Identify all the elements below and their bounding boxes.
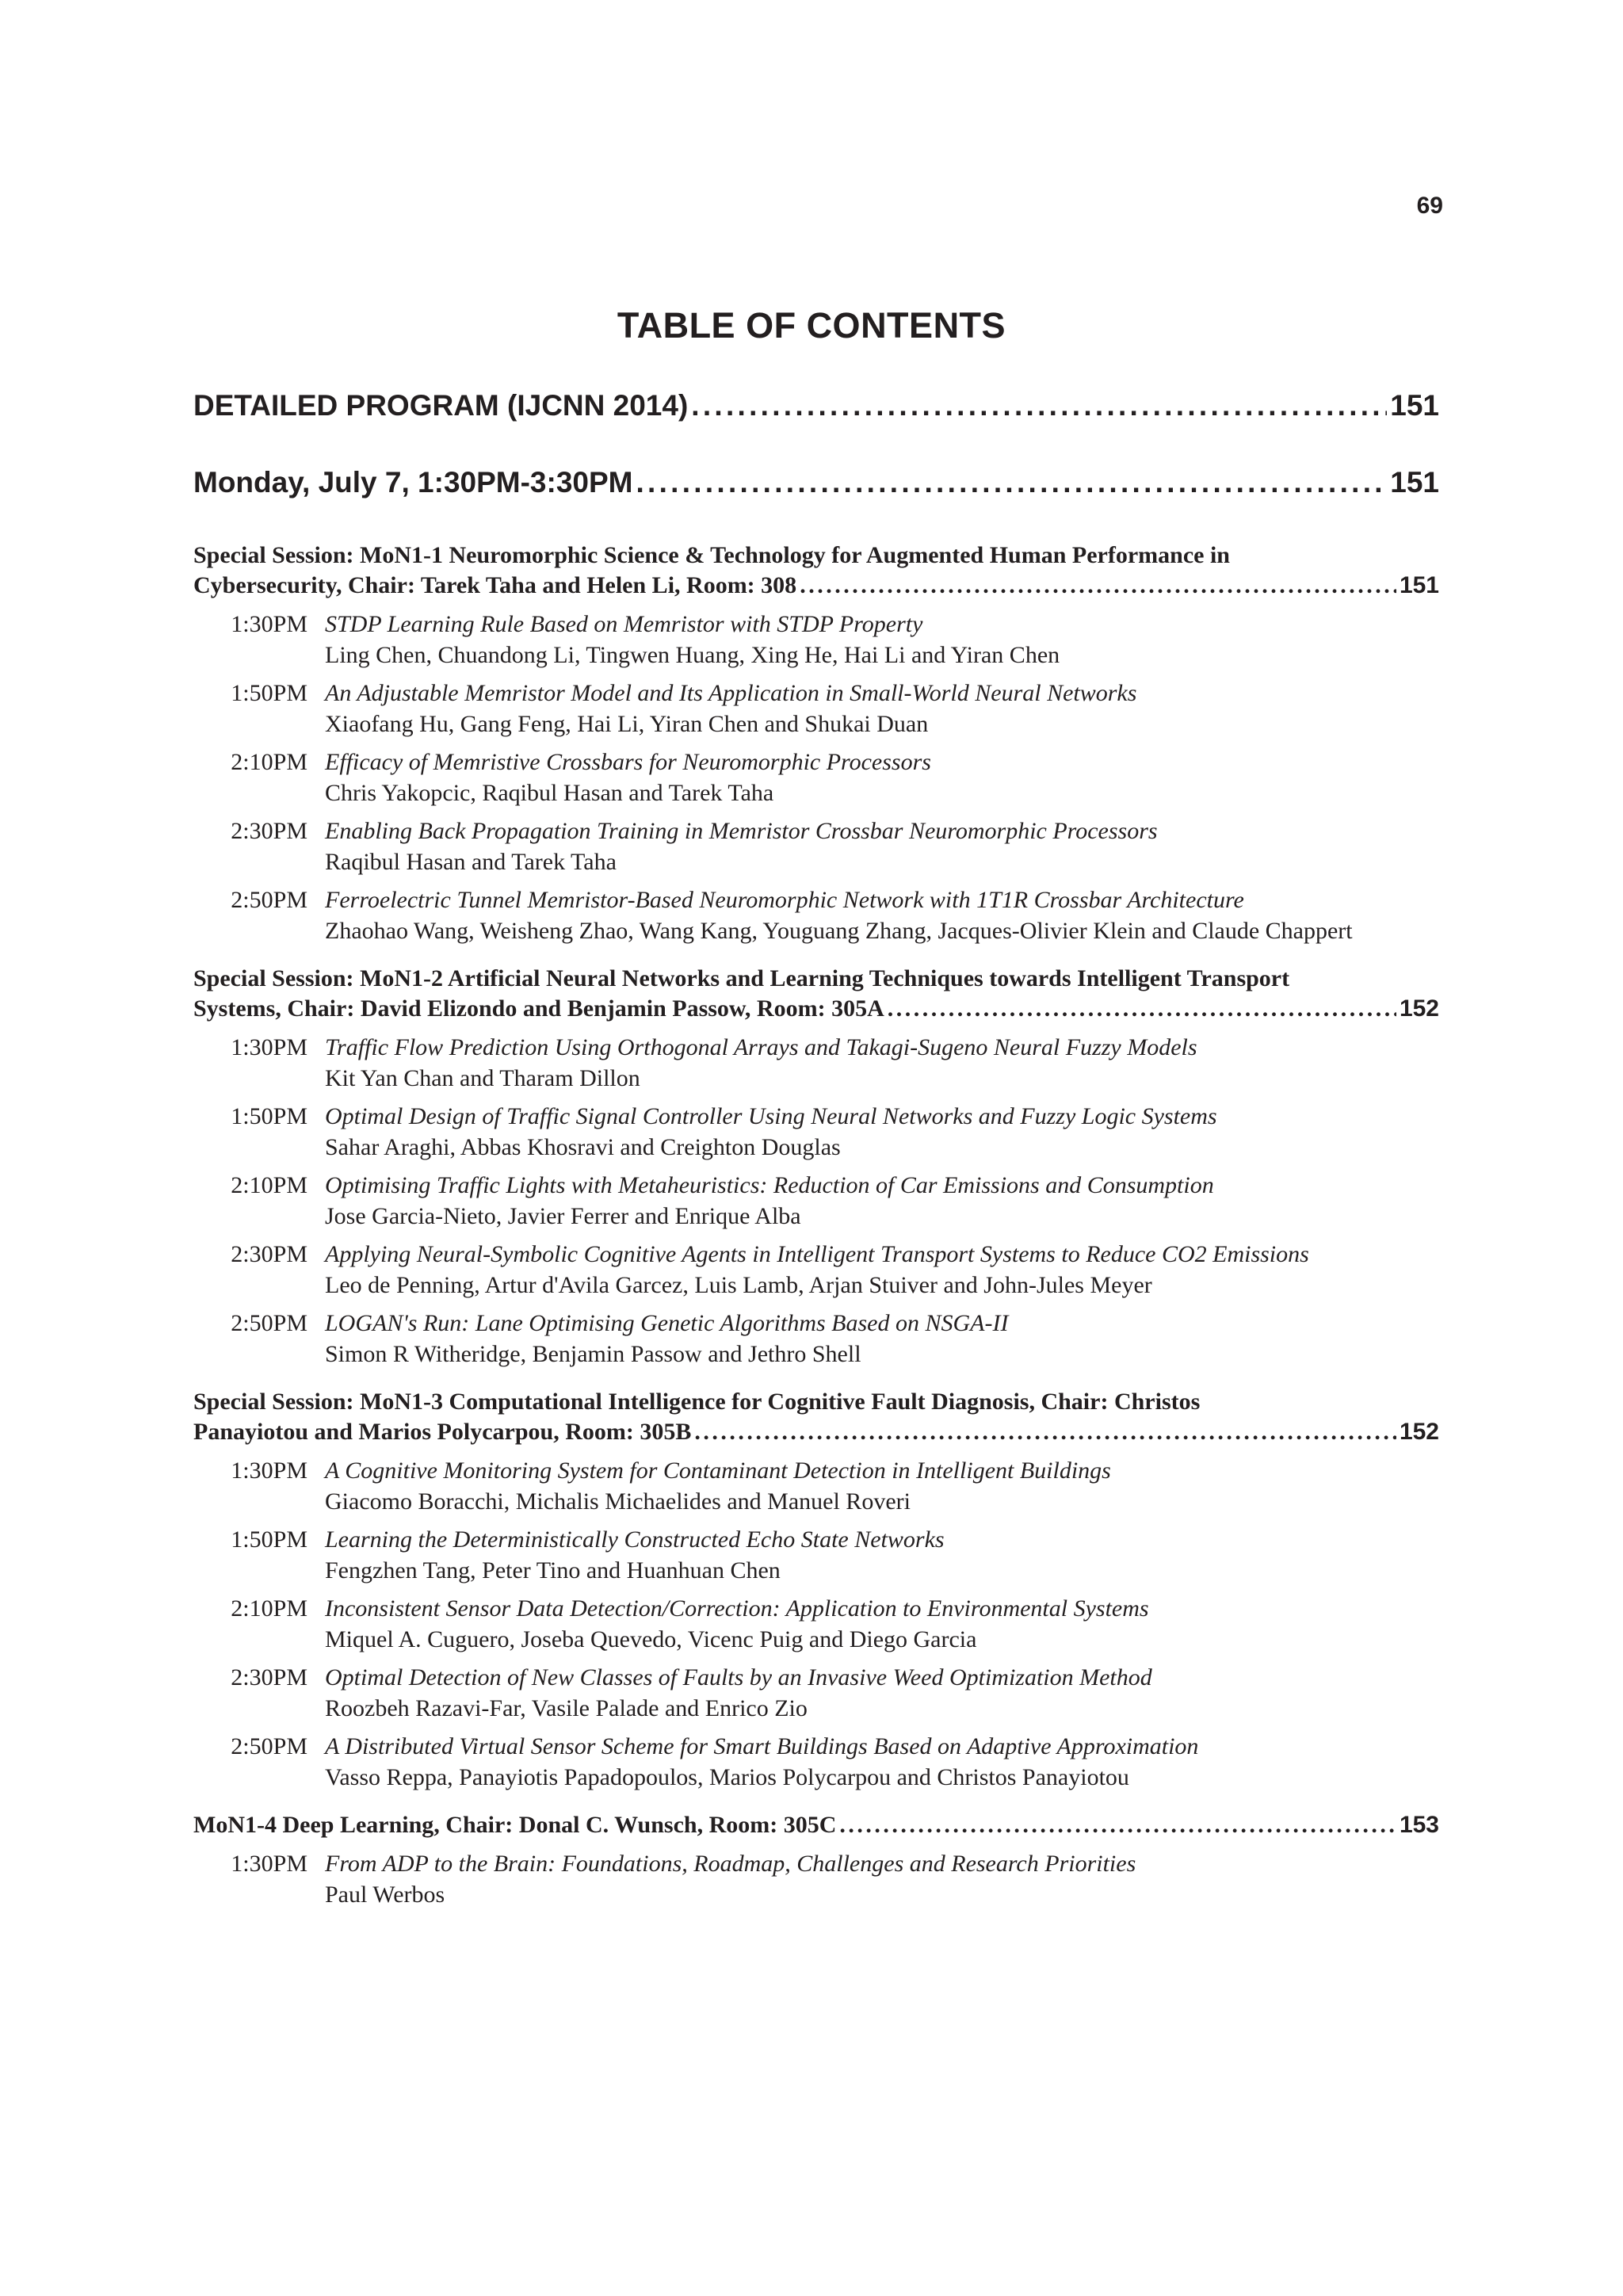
heading-text: DETAILED PROGRAM (IJCNN 2014) bbox=[193, 389, 689, 422]
paper-entry[interactable] bbox=[193, 1101, 1439, 1163]
paper-body bbox=[325, 747, 1439, 808]
paper-time: 2:10PM bbox=[231, 1172, 307, 1198]
paper-time: 2:50PM bbox=[231, 1310, 307, 1336]
heading-page: 151 bbox=[1390, 389, 1439, 422]
paper-entry[interactable] bbox=[193, 1170, 1439, 1232]
toc-content bbox=[193, 387, 1439, 1927]
session-heading[interactable] bbox=[193, 1810, 1439, 1840]
session-list bbox=[193, 541, 1439, 1910]
paper-entry[interactable] bbox=[193, 816, 1439, 877]
paper-title: Efficacy of Memristive Crossbars for Neuromorphic Processors bbox=[325, 749, 931, 775]
dot-leader bbox=[800, 571, 1396, 601]
toc-heading-monday[interactable] bbox=[193, 464, 1439, 502]
session-heading-text: Panayiotou and Marios Polycarpou, Room: 305B bbox=[193, 1419, 692, 1445]
paper-title: STDP Learning Rule Based on Memristor with STDP Property bbox=[325, 611, 923, 637]
paper-time: 1:50PM bbox=[231, 680, 307, 706]
paper-body bbox=[325, 1593, 1439, 1655]
paper-authors: Leo de Penning, Artur d'Avila Garcez, Luis Lamb, Arjan Stuiver and John-Jules Meyer bbox=[325, 1272, 1152, 1298]
paper-authors: Jose Garcia-Nieto, Javier Ferrer and Enrique Alba bbox=[325, 1203, 801, 1229]
paper-entry[interactable] bbox=[193, 1731, 1439, 1793]
paper-title: Applying Neural-Symbolic Cognitive Agents in Intelligent Transport Systems to Reduce CO2 Emissions bbox=[325, 1241, 1309, 1267]
paper-time: 1:30PM bbox=[231, 1851, 307, 1877]
paper-list bbox=[193, 1455, 1439, 1793]
session-entry bbox=[193, 964, 1439, 1370]
paper-title: Ferroelectric Tunnel Memristor-Based Neuromorphic Network with 1T1R Crossbar Architecture bbox=[325, 887, 1244, 913]
dot-leader bbox=[694, 1417, 1396, 1447]
paper-authors: Sahar Araghi, Abbas Khosravi and Creighton Douglas bbox=[325, 1134, 841, 1160]
paper-authors: Fengzhen Tang, Peter Tino and Huanhuan Chen bbox=[325, 1557, 781, 1584]
paper-time: 2:50PM bbox=[231, 887, 307, 913]
session-heading-text: Systems, Chair: David Elizondo and Benjamin Passow, Room: 305A bbox=[193, 995, 884, 1022]
paper-entry[interactable] bbox=[193, 747, 1439, 808]
paper-authors: Miquel A. Cuguero, Joseba Quevedo, Vicenc Puig and Diego Garcia bbox=[325, 1626, 977, 1652]
paper-body bbox=[325, 678, 1439, 739]
paper-authors: Chris Yakopcic, Raqibul Hasan and Tarek Taha bbox=[325, 780, 774, 806]
paper-list bbox=[193, 1032, 1439, 1370]
paper-list bbox=[193, 1848, 1439, 1910]
paper-body bbox=[325, 884, 1439, 946]
paper-entry[interactable] bbox=[193, 1239, 1439, 1301]
paper-body bbox=[325, 1848, 1439, 1910]
toc-title: TABLE OF CONTENTS bbox=[617, 305, 1006, 346]
paper-entry[interactable] bbox=[193, 1848, 1439, 1910]
paper-body bbox=[325, 816, 1439, 877]
paper-body bbox=[325, 1308, 1439, 1370]
paper-title: LOGAN's Run: Lane Optimising Genetic Algorithms Based on NSGA-II bbox=[325, 1310, 1009, 1336]
session-page: 152 bbox=[1399, 1419, 1439, 1445]
paper-title: Optimal Detection of New Classes of Faults by an Invasive Weed Optimization Method bbox=[325, 1664, 1152, 1690]
session-heading-line2 bbox=[193, 571, 1439, 601]
session-heading[interactable] bbox=[193, 964, 1439, 1024]
session-entry bbox=[193, 1810, 1439, 1910]
paper-authors: Simon R Witheridge, Benjamin Passow and Jethro Shell bbox=[325, 1341, 861, 1367]
paper-time: 1:50PM bbox=[231, 1526, 307, 1553]
paper-entry[interactable] bbox=[193, 678, 1439, 739]
heading-page: 151 bbox=[1390, 466, 1439, 499]
paper-time: 1:30PM bbox=[231, 1034, 307, 1060]
dot-leader bbox=[636, 464, 1387, 502]
paper-entry[interactable] bbox=[193, 1662, 1439, 1724]
paper-body bbox=[325, 1032, 1439, 1094]
session-entry bbox=[193, 1387, 1439, 1793]
paper-title: A Cognitive Monitoring System for Contaminant Detection in Intelligent Buildings bbox=[325, 1457, 1111, 1484]
paper-entry[interactable] bbox=[193, 884, 1439, 946]
paper-authors: Ling Chen, Chuandong Li, Tingwen Huang, Xing He, Hai Li and Yiran Chen bbox=[325, 642, 1060, 668]
paper-time: 2:30PM bbox=[231, 1664, 307, 1690]
session-heading-line1: Special Session: MoN1-2 Artificial Neural Networks and Learning Techniques towards Intelligent Transport bbox=[193, 965, 1290, 991]
session-heading-line2 bbox=[193, 994, 1439, 1024]
paper-authors: Kit Yan Chan and Tharam Dillon bbox=[325, 1065, 640, 1091]
paper-time: 1:30PM bbox=[231, 611, 307, 637]
paper-body bbox=[325, 1170, 1439, 1232]
paper-entry[interactable] bbox=[193, 1524, 1439, 1586]
paper-title: Inconsistent Sensor Data Detection/Correction: Application to Environmental Systems bbox=[325, 1595, 1149, 1622]
paper-title: From ADP to the Brain: Foundations, Roadmap, Challenges and Research Priorities bbox=[325, 1851, 1136, 1877]
paper-body bbox=[325, 1239, 1439, 1301]
toc-heading-detailed-program[interactable] bbox=[193, 387, 1439, 425]
paper-entry[interactable] bbox=[193, 1455, 1439, 1517]
paper-title: An Adjustable Memristor Model and Its Application in Small-World Neural Networks bbox=[325, 680, 1137, 706]
dot-leader bbox=[691, 387, 1387, 425]
paper-entry[interactable] bbox=[193, 1032, 1439, 1094]
paper-title: Optimal Design of Traffic Signal Controller Using Neural Networks and Fuzzy Logic Systems bbox=[325, 1103, 1217, 1129]
paper-time: 1:50PM bbox=[231, 1103, 307, 1129]
session-heading-line2 bbox=[193, 1810, 1439, 1840]
dot-leader bbox=[839, 1810, 1396, 1840]
session-page: 151 bbox=[1399, 572, 1439, 598]
heading-text: Monday, July 7, 1:30PM-3:30PM bbox=[193, 466, 633, 499]
page-number: 69 bbox=[1416, 193, 1443, 219]
paper-body bbox=[325, 1101, 1439, 1163]
paper-body bbox=[325, 1524, 1439, 1586]
paper-title: Traffic Flow Prediction Using Orthogonal Arrays and Takagi-Sugeno Neural Fuzzy Models bbox=[325, 1034, 1197, 1060]
session-heading-text: Cybersecurity, Chair: Tarek Taha and Helen Li, Room: 308 bbox=[193, 572, 797, 598]
paper-title: Enabling Back Propagation Training in Memristor Crossbar Neuromorphic Processors bbox=[325, 818, 1158, 844]
session-page: 152 bbox=[1399, 995, 1439, 1022]
paper-title: Learning the Deterministically Constructed Echo State Networks bbox=[325, 1526, 945, 1553]
paper-authors: Roozbeh Razavi-Far, Vasile Palade and Enrico Zio bbox=[325, 1695, 808, 1721]
paper-entry[interactable] bbox=[193, 1593, 1439, 1655]
session-heading-text: MoN1-4 Deep Learning, Chair: Donal C. Wunsch, Room: 305C bbox=[193, 1812, 837, 1838]
paper-entry[interactable] bbox=[193, 1308, 1439, 1370]
paper-body bbox=[325, 1662, 1439, 1724]
session-page: 153 bbox=[1399, 1812, 1439, 1838]
paper-authors: Raqibul Hasan and Tarek Taha bbox=[325, 849, 617, 875]
paper-entry[interactable] bbox=[193, 609, 1439, 670]
paper-time: 2:30PM bbox=[231, 1241, 307, 1267]
paper-authors: Zhaohao Wang, Weisheng Zhao, Wang Kang, Youguang Zhang, Jacques-Olivier Klein and Claude Chappert bbox=[325, 918, 1353, 944]
paper-authors: Giacomo Boracchi, Michalis Michaelides and Manuel Roveri bbox=[325, 1488, 911, 1515]
paper-time: 2:50PM bbox=[231, 1733, 307, 1759]
session-entry bbox=[193, 541, 1439, 946]
session-heading[interactable] bbox=[193, 541, 1439, 601]
paper-body bbox=[325, 1731, 1439, 1793]
paper-body bbox=[325, 609, 1439, 670]
session-heading-line1: Special Session: MoN1-1 Neuromorphic Science & Technology for Augmented Human Performance in bbox=[193, 542, 1230, 568]
paper-authors: Xiaofang Hu, Gang Feng, Hai Li, Yiran Chen and Shukai Duan bbox=[325, 711, 929, 737]
paper-list bbox=[193, 609, 1439, 946]
paper-time: 2:10PM bbox=[231, 1595, 307, 1622]
paper-title: A Distributed Virtual Sensor Scheme for Smart Buildings Based on Adaptive Approximation bbox=[325, 1733, 1199, 1759]
session-heading[interactable] bbox=[193, 1387, 1439, 1447]
paper-authors: Paul Werbos bbox=[325, 1881, 445, 1908]
paper-title: Optimising Traffic Lights with Metaheuristics: Reduction of Car Emissions and Consumption bbox=[325, 1172, 1214, 1198]
session-heading-line1: Special Session: MoN1-3 Computational Intelligence for Cognitive Fault Diagnosis, Chair: Christos bbox=[193, 1389, 1201, 1415]
paper-time: 2:10PM bbox=[231, 749, 307, 775]
paper-time: 1:30PM bbox=[231, 1457, 307, 1484]
session-heading-line2 bbox=[193, 1417, 1439, 1447]
dot-leader bbox=[888, 994, 1396, 1024]
paper-body bbox=[325, 1455, 1439, 1517]
paper-authors: Vasso Reppa, Panayiotis Papadopoulos, Marios Polycarpou and Christos Panayiotou bbox=[325, 1764, 1129, 1790]
paper-time: 2:30PM bbox=[231, 818, 307, 844]
